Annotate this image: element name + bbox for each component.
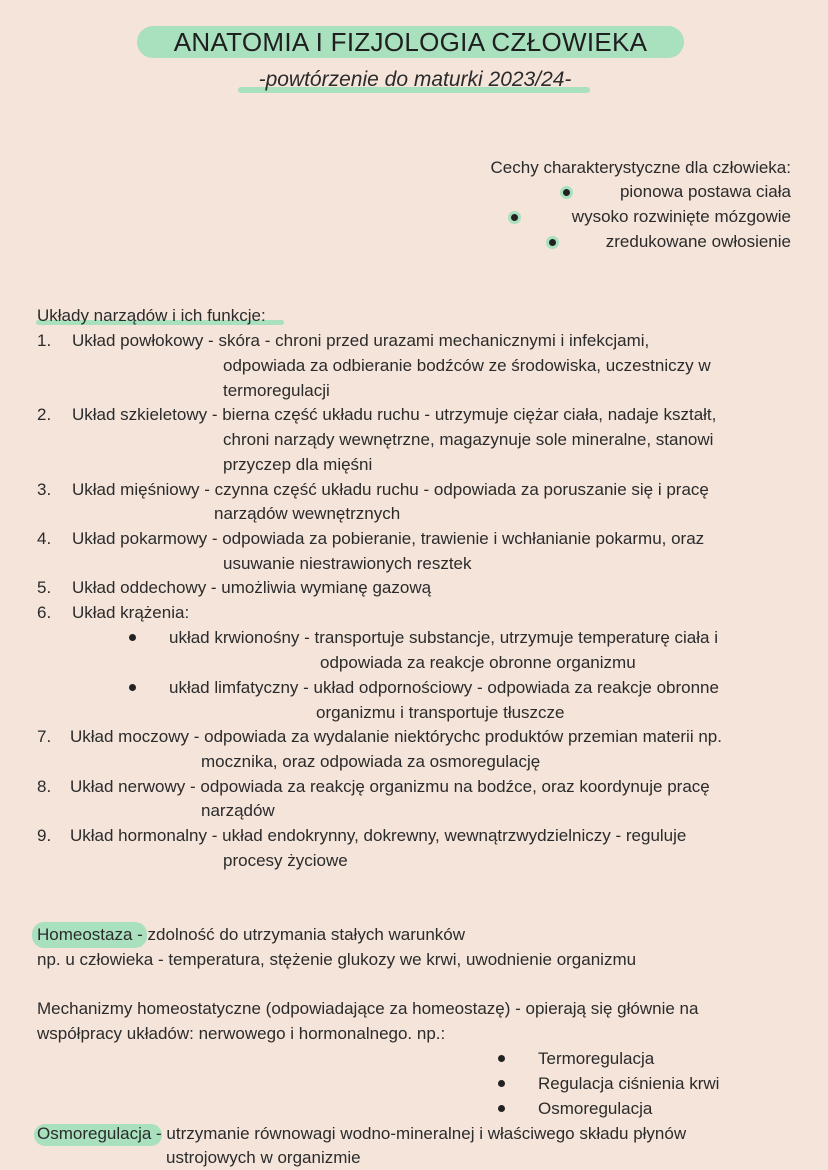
mechanism-item: Osmoregulacja — [538, 1099, 653, 1118]
bullet-icon — [498, 1080, 505, 1087]
trait-item: pionowa postawa ciała — [619, 182, 791, 201]
list-item: Układ powłokowy - skóra - chroni przed urazami mechanicznymi i infekcjami, — [72, 331, 650, 350]
bullet-icon — [129, 684, 136, 691]
list-item: Układ pokarmowy - odpowiada za pobieranie, trawienie i wchłanianie pokarmu, oraz — [72, 529, 705, 548]
systems-heading: Układy narządów i ich funkcje: — [37, 306, 266, 325]
list-number: 5. — [37, 578, 52, 597]
bullet-icon — [549, 239, 556, 246]
list-item-cont: termoregulacji — [223, 381, 330, 400]
mechanism-item: Termoregulacja — [538, 1049, 655, 1068]
list-item: Układ moczowy - odpowiada za wydalanie niektórychc produktów przemian materii np. — [70, 727, 722, 746]
traits-heading: Cechy charakterystyczne dla człowieka: — [490, 158, 791, 177]
list-item-cont: mocznika, oraz odpowiada za osmoregulację — [201, 752, 541, 771]
homeostasis-example: np. u człowieka - temperatura, stężenie glukozy we krwi, uwodnienie organizmu — [37, 950, 637, 969]
list-item: Układ oddechowy - umożliwia wymianę gazową — [72, 578, 432, 597]
list-item: Układ nerwowy - odpowiada za reakcję organizmu na bodźce, oraz koordynuje pracę — [70, 777, 710, 796]
list-number: 4. — [37, 529, 52, 548]
homeostasis-term: Homeostaza — [37, 925, 133, 944]
trait-item: wysoko rozwinięte mózgowie — [571, 207, 791, 226]
mechanisms-line: Mechanizmy homeostatyczne (odpowiadające za homeostazę) - opierają się głównie na — [37, 999, 699, 1018]
mechanism-item: Regulacja ciśnienia krwi — [538, 1074, 720, 1093]
sublist-item: układ limfatyczny - układ odpornościowy - odpowiada za reakcje obronne — [169, 678, 719, 697]
list-number: 1. — [37, 331, 52, 350]
bullet-icon — [498, 1105, 505, 1112]
list-item: Układ mięśniowy - czynna część układu ruchu - odpowiada za poruszanie się i pracę — [72, 480, 709, 499]
page-title: ANATOMIA I FIZJOLOGIA CZŁOWIEKA — [137, 26, 684, 58]
mechanisms-line: współpracy układów: nerwowego i hormonalnego. np.: — [37, 1024, 446, 1043]
osmoregulation-definition: - utrzymanie równowagi wodno-mineralnej i właściwego składu płynów — [151, 1124, 687, 1143]
osmoregulation-cont: ustrojowych w organizmie — [166, 1148, 361, 1167]
list-item-cont: przyczep dla mięśni — [223, 455, 373, 474]
osmoregulation-line — [37, 1122, 686, 1146]
list-item: Układ hormonalny - układ endokrynny, dokrewny, wewnątrzwydzielniczy - reguluje — [70, 826, 687, 845]
list-number: 3. — [37, 480, 52, 499]
sublist-item-cont: organizmu i transportuje tłuszcze — [316, 703, 565, 722]
list-number: 6. — [37, 603, 52, 622]
page-subtitle: -powtórzenie do maturki 2023/24- — [258, 68, 572, 91]
list-number: 2. — [37, 405, 52, 424]
list-number: 9. — [37, 826, 52, 845]
osmoregulation-term: Osmoregulacja — [37, 1124, 152, 1143]
list-item: Układ szkieletowy - bierna część układu ruchu - utrzymuje ciężar ciała, nadaje kształt, — [72, 405, 717, 424]
list-number: 7. — [37, 727, 52, 746]
bullet-icon — [511, 214, 518, 221]
list-item-cont: chroni narządy wewnętrzne, magazynuje sole mineralne, stanowi — [223, 430, 714, 449]
bullet-icon — [498, 1055, 505, 1062]
list-item: Układ krążenia: — [72, 603, 190, 622]
bullet-icon — [129, 634, 136, 641]
homeostasis-definition: - zdolność do utrzymania stałych warunków — [132, 925, 466, 944]
homeostasis-line — [37, 923, 465, 947]
list-item-cont: usuwanie niestrawionych resztek — [223, 554, 472, 573]
list-item-cont: narządów wewnętrznych — [214, 504, 401, 523]
list-item-cont: narządów — [201, 801, 275, 820]
bullet-icon — [563, 189, 570, 196]
sublist-item-cont: odpowiada za reakcje obronne organizmu — [320, 653, 636, 672]
list-number: 8. — [37, 777, 52, 796]
sublist-item: układ krwionośny - transportuje substancje, utrzymuje temperaturę ciała i — [169, 628, 718, 647]
list-item-cont: procesy życiowe — [223, 851, 348, 870]
list-item-cont: odpowiada za odbieranie bodźców ze środowiska, uczestniczy w — [223, 356, 711, 375]
trait-item: zredukowane owłosienie — [605, 232, 791, 251]
